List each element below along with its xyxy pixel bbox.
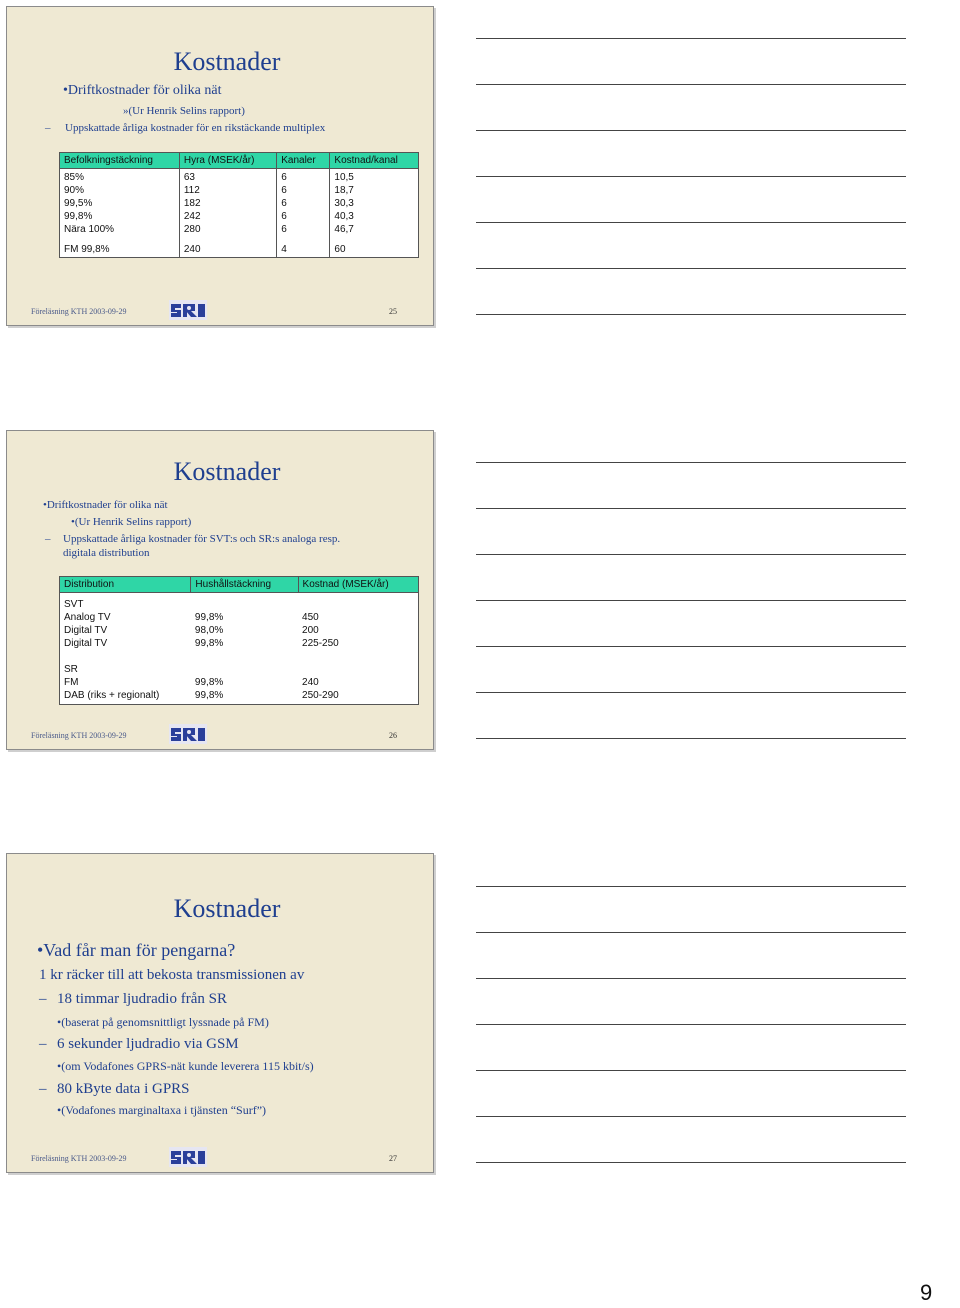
table-cell: 99,8% 98,0% 99,8% 99,8% 99,8%	[191, 593, 298, 705]
cost-table	[59, 152, 419, 258]
bullet-driftkostnader: •Driftkostnader för olika nät	[43, 499, 168, 511]
bullet-line: •(baserat på genomsnittligt lyssnade på FM)	[57, 1015, 269, 1029]
slide-25	[6, 6, 434, 326]
dash-icon: –	[39, 1081, 47, 1097]
slide-footer: Föreläsning KTH 2003-09-29	[31, 307, 127, 316]
slide-title: Kostnader	[173, 894, 281, 923]
bullet-line: •(om Vodafones GPRS-nät kunde leverera 115 kbit/s)	[57, 1059, 314, 1073]
note-line	[476, 222, 906, 223]
bullet-question: •Vad får man för pengarna?	[37, 940, 236, 960]
note-line	[476, 978, 906, 979]
table-row	[60, 593, 419, 705]
note-line	[476, 1162, 906, 1163]
note-line	[476, 314, 906, 315]
distribution-table	[59, 576, 419, 705]
note-line	[476, 1024, 906, 1025]
sr-logo-icon	[169, 724, 207, 744]
note-line	[476, 268, 906, 269]
header-cell: Kanaler	[277, 153, 330, 169]
table-cell: 10,5 18,7 30,3 40,3 46,7	[330, 169, 419, 239]
note-line	[476, 462, 906, 463]
bullet-source: •(Ur Henrik Selins rapport)	[71, 516, 192, 528]
bullet-estimate: Uppskattade årliga kostnader för en rikstäckande multiplex	[65, 122, 326, 134]
note-line	[476, 38, 906, 39]
bullet-estimate-cont: digitala distribution	[63, 547, 150, 559]
header-cell: Befolkningstäckning	[60, 153, 180, 169]
bullet-source: »(Ur Henrik Selins rapport)	[123, 105, 245, 117]
note-line	[476, 84, 906, 85]
dash-icon: –	[39, 991, 47, 1007]
note-line	[476, 646, 906, 647]
slide-footer: Föreläsning KTH 2003-09-29	[31, 731, 127, 740]
bullet-estimate: Uppskattade årliga kostnader för SVT:s och SR:s analoga resp.	[63, 533, 341, 545]
table-cell: 63 112 182 242 280	[179, 169, 276, 239]
page-number: 9	[920, 1280, 933, 1305]
slide-page-number: 27	[389, 1154, 397, 1163]
note-line	[476, 886, 906, 887]
table-cell: 85% 90% 99,5% 99,8% Nära 100%	[60, 169, 180, 239]
table-row	[60, 238, 419, 258]
bullet-line: 6 sekunder ljudradio via GSM	[57, 1036, 239, 1052]
bullet-driftkostnader: •Driftkostnader för olika nät	[63, 83, 222, 98]
dash-icon: –	[45, 122, 51, 134]
header-cell: Hyra (MSEK/år)	[179, 153, 276, 169]
note-line	[476, 508, 906, 509]
slide-page-number: 25	[389, 307, 397, 316]
note-line	[476, 692, 906, 693]
table-cell: 4	[277, 238, 330, 258]
slide-26	[6, 430, 434, 750]
slide-title: Kostnader	[173, 457, 281, 486]
header-cell: Kostnad/kanal	[330, 153, 419, 169]
slide-27	[6, 853, 434, 1173]
slide-title: Kostnader	[173, 47, 281, 76]
bullet-line: 18 timmar ljudradio från SR	[57, 991, 227, 1007]
note-line	[476, 176, 906, 177]
header-cell: Kostnad (MSEK/år)	[298, 577, 418, 593]
bullet-line: 80 kByte data i GPRS	[57, 1081, 190, 1097]
note-line	[476, 554, 906, 555]
note-line	[476, 738, 906, 739]
slide-footer: Föreläsning KTH 2003-09-29	[31, 1154, 127, 1163]
header-cell: Hushållstäckning	[191, 577, 298, 593]
bullet-line: 1 kr räcker till att bekosta transmissionen av	[39, 967, 305, 983]
dash-icon: –	[39, 1036, 47, 1052]
table-row	[60, 169, 419, 239]
note-line	[476, 932, 906, 933]
table-cell: 450 200 225-250 240 250-290	[298, 593, 418, 705]
table-cell: SVT Analog TV Digital TV Digital TV SR FM DAB (riks + regionalt)	[60, 593, 191, 705]
table-cell: 60	[330, 238, 419, 258]
note-line	[476, 600, 906, 601]
note-line	[476, 130, 906, 131]
note-line	[476, 1070, 906, 1071]
table-cell: 6 6 6 6 6	[277, 169, 330, 239]
bullet-line: •(Vodafones marginaltaxa i tjänsten “Surf”)	[57, 1103, 267, 1117]
sr-logo-icon	[169, 1147, 207, 1167]
note-line	[476, 1116, 906, 1117]
table-cell: 240	[179, 238, 276, 258]
table-cell: FM 99,8%	[60, 238, 180, 258]
header-cell: Distribution	[60, 577, 191, 593]
slide-page-number: 26	[389, 731, 397, 740]
sr-logo-icon	[169, 300, 207, 320]
dash-icon: –	[45, 533, 51, 545]
